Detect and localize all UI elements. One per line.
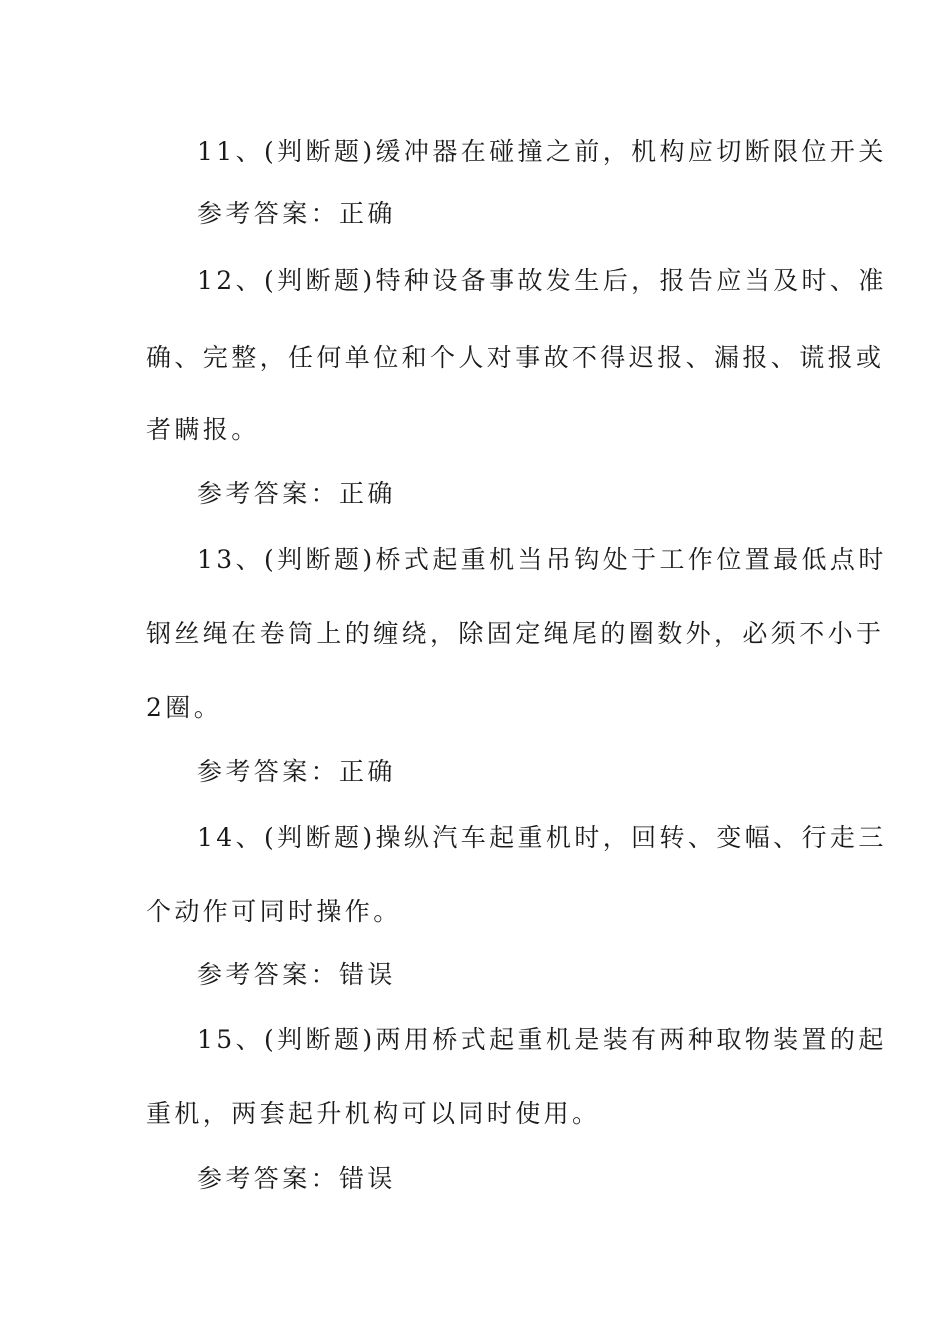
question-13-line-3: 2圈。 [146, 693, 223, 722]
question-13-line-1: 13、(判断题)桥式起重机当吊钩处于工作位置最低点时 [197, 545, 887, 574]
question-13-answer: 参考答案：正确 [197, 757, 396, 786]
question-11-answer: 参考答案：正确 [197, 199, 396, 228]
question-13-line-2: 钢丝绳在卷筒上的缠绕，除固定绳尾的圈数外，必须不小于 [146, 619, 885, 648]
question-12-line-1: 12、(判断题)特种设备事故发生后，报告应当及时、准 [197, 266, 887, 295]
question-12-answer: 参考答案：正确 [197, 479, 396, 508]
question-14-line-1: 14、(判断题)操纵汽车起重机时，回转、变幅、行走三 [197, 823, 887, 852]
question-12-line-2: 确、完整，任何单位和个人对事故不得迟报、漏报、谎报或 [146, 343, 885, 372]
question-12-line-3: 者瞒报。 [146, 415, 260, 444]
question-15-line-2: 重机，两套起升机构可以同时使用。 [146, 1099, 601, 1128]
question-11-line-1: 11、(判断题)缓冲器在碰撞之前，机构应切断限位开关 [197, 137, 887, 166]
question-15-answer: 参考答案：错误 [197, 1164, 396, 1193]
question-15-line-1: 15、(判断题)两用桥式起重机是装有两种取物装置的起 [197, 1025, 887, 1054]
question-14-line-2: 个动作可同时操作。 [146, 897, 402, 926]
question-14-answer: 参考答案：错误 [197, 960, 396, 989]
